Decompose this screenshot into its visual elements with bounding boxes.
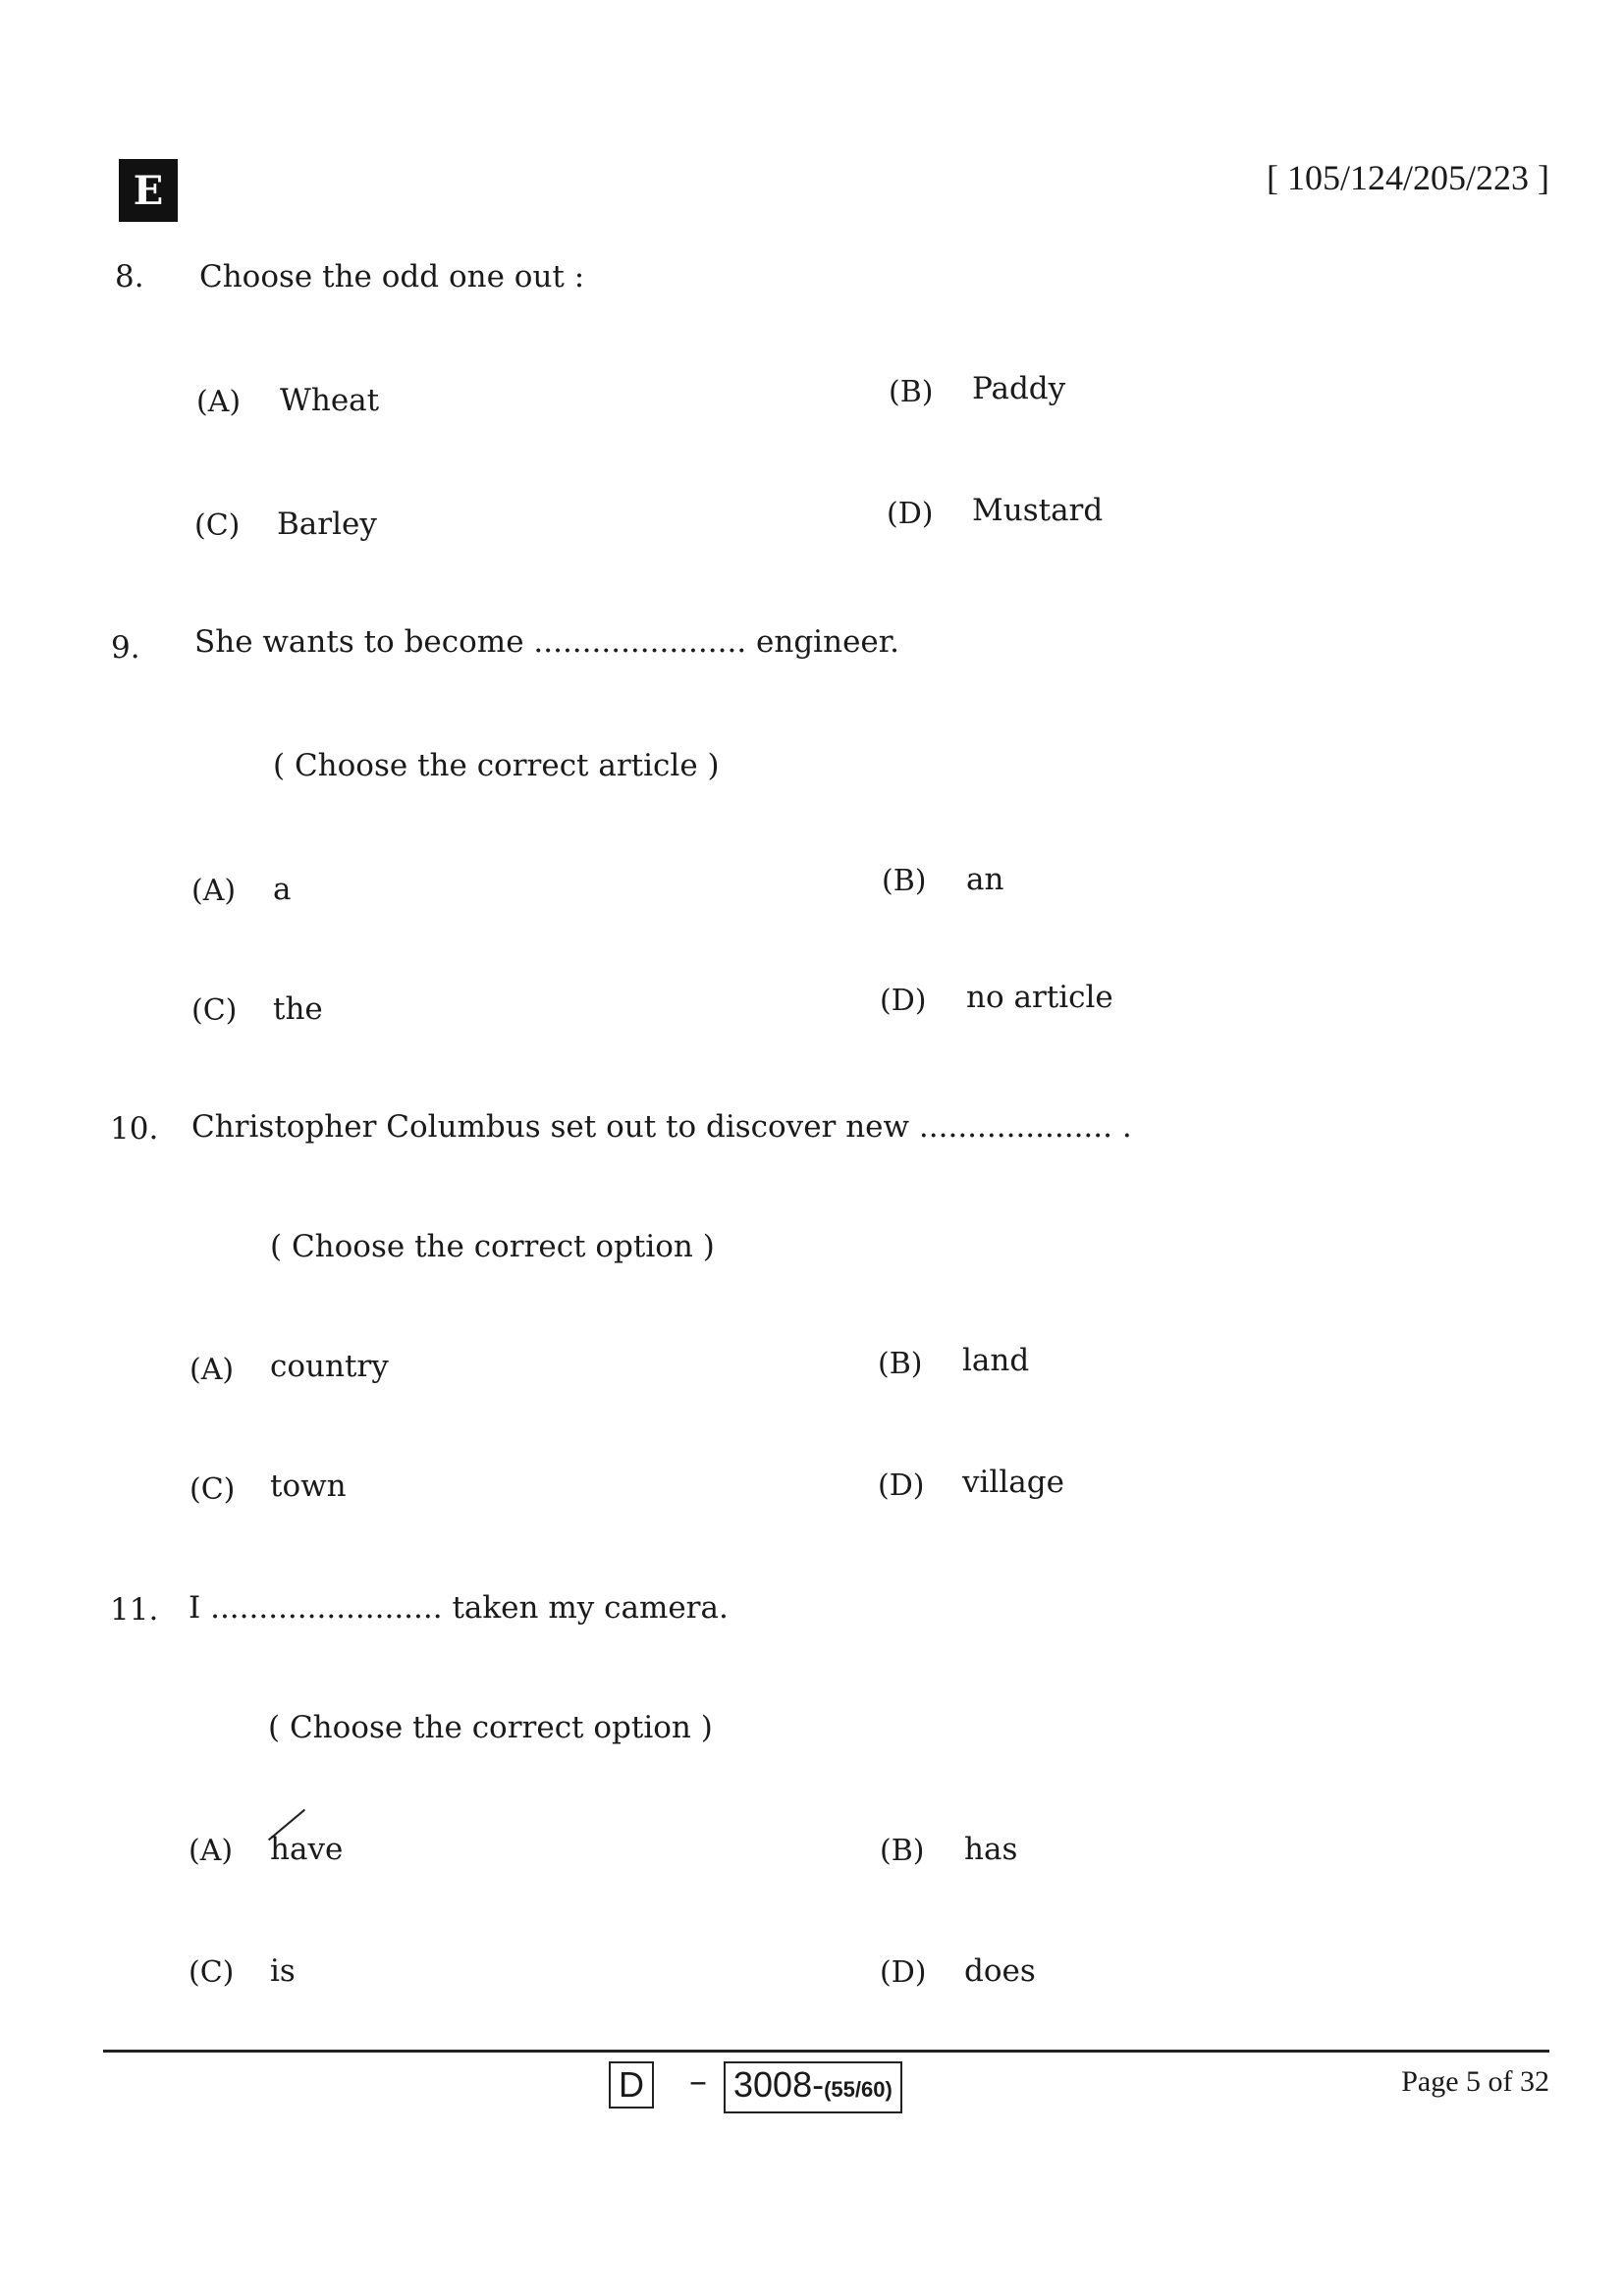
footer-dash: – [689,2061,707,2102]
series-box: D [609,2061,654,2109]
option-label: (C) [191,993,238,1028]
option-text: an [966,862,1004,897]
option-text: Wheat [280,383,380,418]
option-label: (A) [189,1353,235,1387]
option-label: (B) [889,375,934,409]
paper-codes: [ 105/124/205/223 ] [1267,158,1549,197]
question-hint: ( Choose the correct option ) [268,1710,713,1745]
question-text: Christopher Columbus set out to discover new .................... . [191,1109,1132,1145]
page-number: Page 5 of 32 [1401,2065,1549,2098]
option-label: (B) [880,1834,925,1868]
question-number: 11. [110,1592,159,1628]
option-text: town [270,1468,347,1504]
option-text: the [273,991,323,1027]
set-letter-badge: E [119,159,178,222]
question-number: 9. [111,630,140,666]
option-text: land [962,1343,1030,1378]
question-hint: ( Choose the correct article ) [273,748,720,783]
option-text: a [273,872,292,907]
question-text: I ........................ taken my camera. [189,1590,729,1626]
option-label: (D) [880,1955,927,1990]
option-text: has [964,1832,1018,1867]
booklet-code-box [724,2061,902,2113]
option-label: (B) [878,1347,923,1381]
option-label: (B) [882,864,927,898]
question-hint: ( Choose the correct option ) [270,1229,715,1264]
option-text: no article [966,980,1113,1015]
option-label: (A) [196,385,242,419]
option-text: Barley [277,507,377,542]
question-text: She wants to become ...................... engineer. [194,624,900,660]
option-label: (C) [189,1955,235,1990]
booklet-code-sub: (55/60) [824,2077,893,2102]
footer-divider [103,2050,1549,2053]
question-number: 8. [115,259,144,294]
question-text: Choose the odd one out : [199,259,585,294]
option-label: (A) [189,1834,234,1868]
option-text: Paddy [972,371,1066,406]
option-label: (D) [878,1468,925,1503]
option-text: does [964,1953,1036,1989]
option-label: (C) [194,508,241,543]
option-text: have [270,1832,344,1867]
option-text: village [962,1465,1064,1500]
option-text: is [270,1953,296,1989]
question-number: 10. [110,1111,159,1147]
booklet-code: 3008- [733,2064,825,2105]
option-label: (D) [887,497,934,531]
option-label: (D) [880,984,927,1018]
option-label: (C) [189,1472,236,1507]
option-text: Mustard [972,493,1104,528]
option-text: country [270,1349,389,1384]
option-label: (A) [191,874,237,908]
